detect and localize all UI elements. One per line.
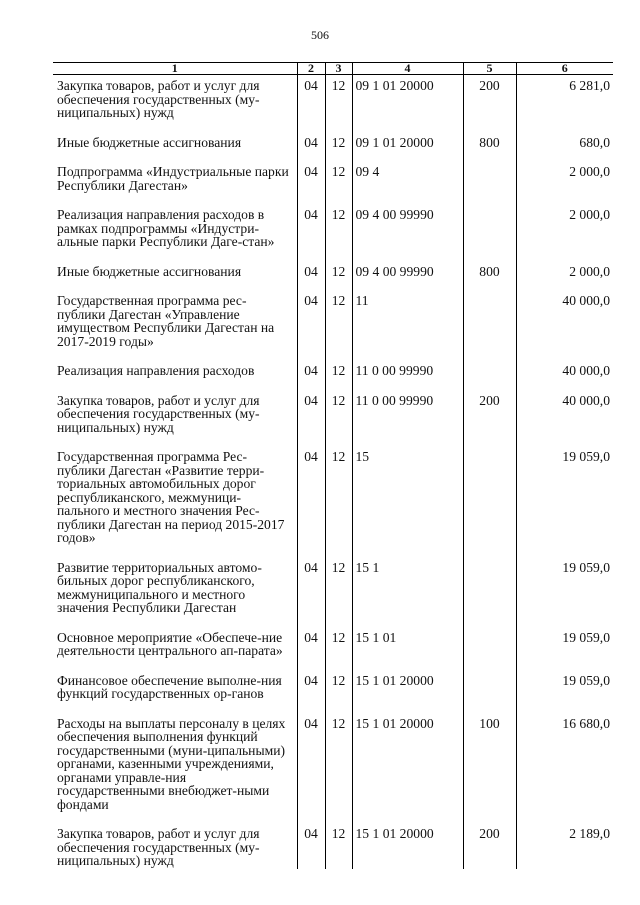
row-subsection: 12 bbox=[325, 717, 352, 828]
row-target-article: 15 1 01 20000 bbox=[352, 827, 463, 869]
row-name: Основное мероприятие «Обеспече-ние деятельности центрального ап-парата» bbox=[57, 629, 283, 658]
row-name: Расходы на выплаты персоналу в целях обеспечения выполнения функций государственными (муни-ципальными) органами, казенными учреждениями, органами управле-ния государственными внебюджет-ными фондами bbox=[57, 715, 286, 812]
row-expense-type: 800 bbox=[463, 265, 516, 295]
row-amount: 2 000,0 bbox=[516, 265, 613, 295]
row-expense-type bbox=[463, 450, 516, 561]
row-expense-type: 200 bbox=[463, 827, 516, 869]
row-subsection: 12 bbox=[325, 674, 352, 717]
row-name: Реализация направления расходов в рамках подпрограммы «Индустри-альные парки Республики Даге-стан» bbox=[57, 207, 275, 249]
row-name: Государственная программа рес-публики Дагестан «Управление имуществом Республики Дагестан на 2017-2019 годы» bbox=[57, 293, 275, 349]
row-target-article: 09 1 01 20000 bbox=[352, 136, 463, 166]
row-subsection: 12 bbox=[325, 165, 352, 208]
table-row bbox=[53, 265, 613, 295]
row-name: Иные бюджетные ассигнования bbox=[57, 263, 242, 279]
row-section: 04 bbox=[297, 717, 325, 828]
header-col-4: 4 bbox=[352, 63, 463, 75]
header-col-2: 2 bbox=[297, 63, 325, 75]
row-subsection: 12 bbox=[325, 364, 352, 394]
row-subsection: 12 bbox=[325, 75, 352, 136]
row-name: Реализация направления расходов bbox=[57, 363, 255, 378]
row-section: 04 bbox=[297, 394, 325, 451]
row-target-article: 11 0 00 99990 bbox=[352, 364, 463, 394]
table-row bbox=[53, 450, 613, 561]
row-target-article: 15 1 bbox=[352, 561, 463, 631]
row-name: Закупка товаров, работ и услуг для обеспечения государственных (му-ниципальных) нужд bbox=[57, 826, 260, 868]
table-row bbox=[53, 294, 613, 364]
row-subsection: 12 bbox=[325, 394, 352, 451]
row-amount: 19 059,0 bbox=[516, 450, 613, 561]
row-target-article: 15 1 01 20000 bbox=[352, 674, 463, 717]
table-row bbox=[53, 208, 613, 265]
row-target-article: 15 bbox=[352, 450, 463, 561]
row-subsection: 12 bbox=[325, 827, 352, 869]
row-section: 04 bbox=[297, 827, 325, 869]
row-section: 04 bbox=[297, 75, 325, 136]
row-section: 04 bbox=[297, 631, 325, 674]
row-target-article: 15 1 01 20000 bbox=[352, 717, 463, 828]
row-expense-type: 800 bbox=[463, 136, 516, 166]
row-amount: 680,0 bbox=[516, 136, 613, 166]
row-expense-type bbox=[463, 208, 516, 265]
table-header bbox=[53, 63, 613, 75]
row-expense-type: 200 bbox=[463, 394, 516, 451]
table-row bbox=[53, 717, 613, 828]
table-row bbox=[53, 136, 613, 166]
header-col-3: 3 bbox=[325, 63, 352, 75]
row-target-article: 11 bbox=[352, 294, 463, 364]
row-amount: 19 059,0 bbox=[516, 631, 613, 674]
table-row bbox=[53, 394, 613, 451]
row-expense-type bbox=[463, 165, 516, 208]
row-section: 04 bbox=[297, 674, 325, 717]
row-amount: 40 000,0 bbox=[516, 364, 613, 394]
row-target-article: 09 4 00 99990 bbox=[352, 208, 463, 265]
row-name: Развитие территориальных автомо-бильных дорог республиканского, межмуниципального и местного значения Республики Дагестан bbox=[57, 559, 262, 615]
budget-table bbox=[53, 62, 613, 869]
row-section: 04 bbox=[297, 364, 325, 394]
row-amount: 2 189,0 bbox=[516, 827, 613, 869]
row-amount: 19 059,0 bbox=[516, 561, 613, 631]
row-expense-type: 200 bbox=[463, 75, 516, 136]
row-subsection: 12 bbox=[325, 265, 352, 295]
header-col-5: 5 bbox=[463, 63, 516, 75]
row-name: Государственная программа Рес-публики Дагестан «Развитие терри-ториальных автомобильных дорог республиканского, межмуници-пального и местного значения Рес-публики Дагестан на период 2015-2017 годов» bbox=[57, 449, 285, 545]
row-amount: 40 000,0 bbox=[516, 294, 613, 364]
page-number: 506 bbox=[311, 28, 329, 42]
row-amount: 2 000,0 bbox=[516, 165, 613, 208]
row-section: 04 bbox=[297, 265, 325, 295]
row-subsection: 12 bbox=[325, 450, 352, 561]
row-section: 04 bbox=[297, 208, 325, 265]
row-target-article: 09 4 bbox=[352, 165, 463, 208]
row-expense-type bbox=[463, 561, 516, 631]
table-row bbox=[53, 827, 613, 869]
row-subsection: 12 bbox=[325, 561, 352, 631]
row-amount: 16 680,0 bbox=[516, 717, 613, 828]
row-expense-type: 100 bbox=[463, 717, 516, 828]
table-row bbox=[53, 674, 613, 717]
table-row bbox=[53, 561, 613, 631]
table-row bbox=[53, 631, 613, 674]
row-expense-type bbox=[463, 294, 516, 364]
row-section: 04 bbox=[297, 165, 325, 208]
row-amount: 2 000,0 bbox=[516, 208, 613, 265]
header-row bbox=[53, 63, 613, 75]
row-subsection: 12 bbox=[325, 631, 352, 674]
row-name: Подпрограмма «Индустриальные парки Республики Дагестан» bbox=[57, 164, 289, 193]
row-name: Закупка товаров, работ и услуг для обеспечения государственных (му-ниципальных) нужд bbox=[57, 392, 260, 435]
row-name: Финансовое обеспечение выполне-ния функций государственных ор-ганов bbox=[57, 672, 282, 701]
row-expense-type bbox=[463, 631, 516, 674]
row-name: Иные бюджетные ассигнования bbox=[57, 134, 242, 150]
row-amount: 19 059,0 bbox=[516, 674, 613, 717]
table-row bbox=[53, 165, 613, 208]
row-amount: 40 000,0 bbox=[516, 394, 613, 451]
row-section: 04 bbox=[297, 136, 325, 166]
row-section: 04 bbox=[297, 450, 325, 561]
row-amount: 6 281,0 bbox=[516, 75, 613, 136]
row-target-article: 15 1 01 bbox=[352, 631, 463, 674]
row-target-article: 11 0 00 99990 bbox=[352, 394, 463, 451]
row-section: 04 bbox=[297, 561, 325, 631]
row-subsection: 12 bbox=[325, 136, 352, 166]
header-col-6: 6 bbox=[516, 63, 613, 75]
row-expense-type bbox=[463, 674, 516, 717]
table-body bbox=[53, 75, 613, 870]
table-row bbox=[53, 364, 613, 394]
table-row bbox=[53, 75, 613, 136]
row-target-article: 09 4 00 99990 bbox=[352, 265, 463, 295]
row-subsection: 12 bbox=[325, 294, 352, 364]
row-section: 04 bbox=[297, 294, 325, 364]
row-subsection: 12 bbox=[325, 208, 352, 265]
header-col-1: 1 bbox=[53, 63, 297, 75]
row-expense-type bbox=[463, 364, 516, 394]
row-name: Закупка товаров, работ и услуг для обеспечения государственных (му-ниципальных) нужд bbox=[57, 78, 260, 120]
row-target-article: 09 1 01 20000 bbox=[352, 75, 463, 136]
